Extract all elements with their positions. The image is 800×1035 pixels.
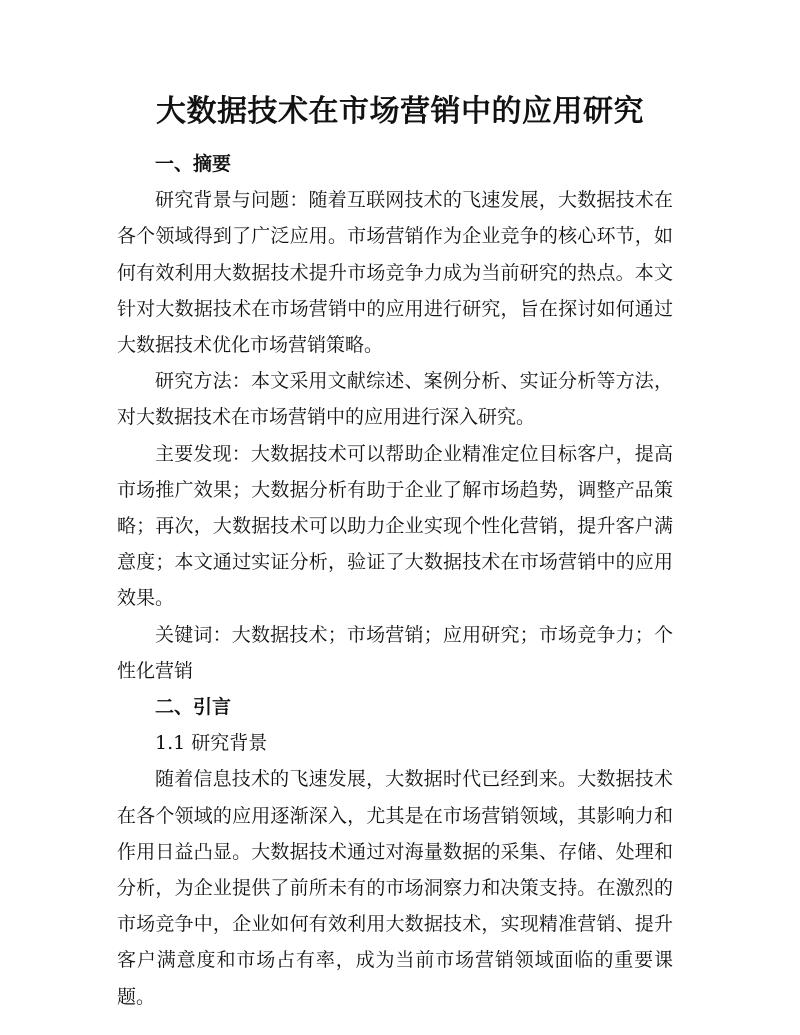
abstract-heading: 一、摘要	[155, 153, 232, 175]
intro-background-paragraph: 随着信息技术的飞速发展，大数据时代已经到来。大数据技术在各个领域的应用逐渐深入，尤其是在市场营销领域，其影响力和作用日益凸显。大数据技术通过对海量数据的采集、存储、处理和分析，为企业提供了前所未有的市场洞察力和决策支持。在激烈的市场竞争中，企业如何有效利用大数据技术，实现精准营销、提升客户满意度和市场占有率，成为当前市场营销领域面临的重要课题。	[117, 768, 673, 1008]
abstract-keywords-paragraph: 关键词：大数据技术；市场营销；应用研究；市场竞争力；个性化营销	[117, 623, 673, 682]
abstract-background-paragraph: 研究背景与问题：随着互联网技术的飞速发展，大数据技术在各个领域得到了广泛应用。市场营销作为企业竞争的核心环节，如何有效利用大数据技术提升市场竞争力成为当前研究的热点。本文针对大数据技术在市场营销中的应用进行研究，旨在探讨如何通过大数据技术优化市场营销策略。	[117, 189, 673, 357]
abstract-findings-paragraph: 主要发现：大数据技术可以帮助企业精准定位目标客户，提高市场推广效果；大数据分析有助于企业了解市场趋势，调整产品策略；再次，大数据技术可以助力企业实现个性化营销，提升客户满意度；本文通过实证分析，验证了大数据技术在市场营销中的应用效果。	[117, 442, 673, 610]
document-body	[117, 146, 673, 1015]
intro-subheading: 1.1 研究背景	[155, 732, 268, 755]
intro-heading: 二、引言	[155, 696, 232, 719]
abstract-methods-paragraph: 研究方法：本文采用文献综述、案例分析、实证分析等方法，对大数据技术在市场营销中的应用进行深入研究。	[117, 370, 673, 429]
document-title: 大数据技术在市场营销中的应用研究	[156, 94, 644, 129]
